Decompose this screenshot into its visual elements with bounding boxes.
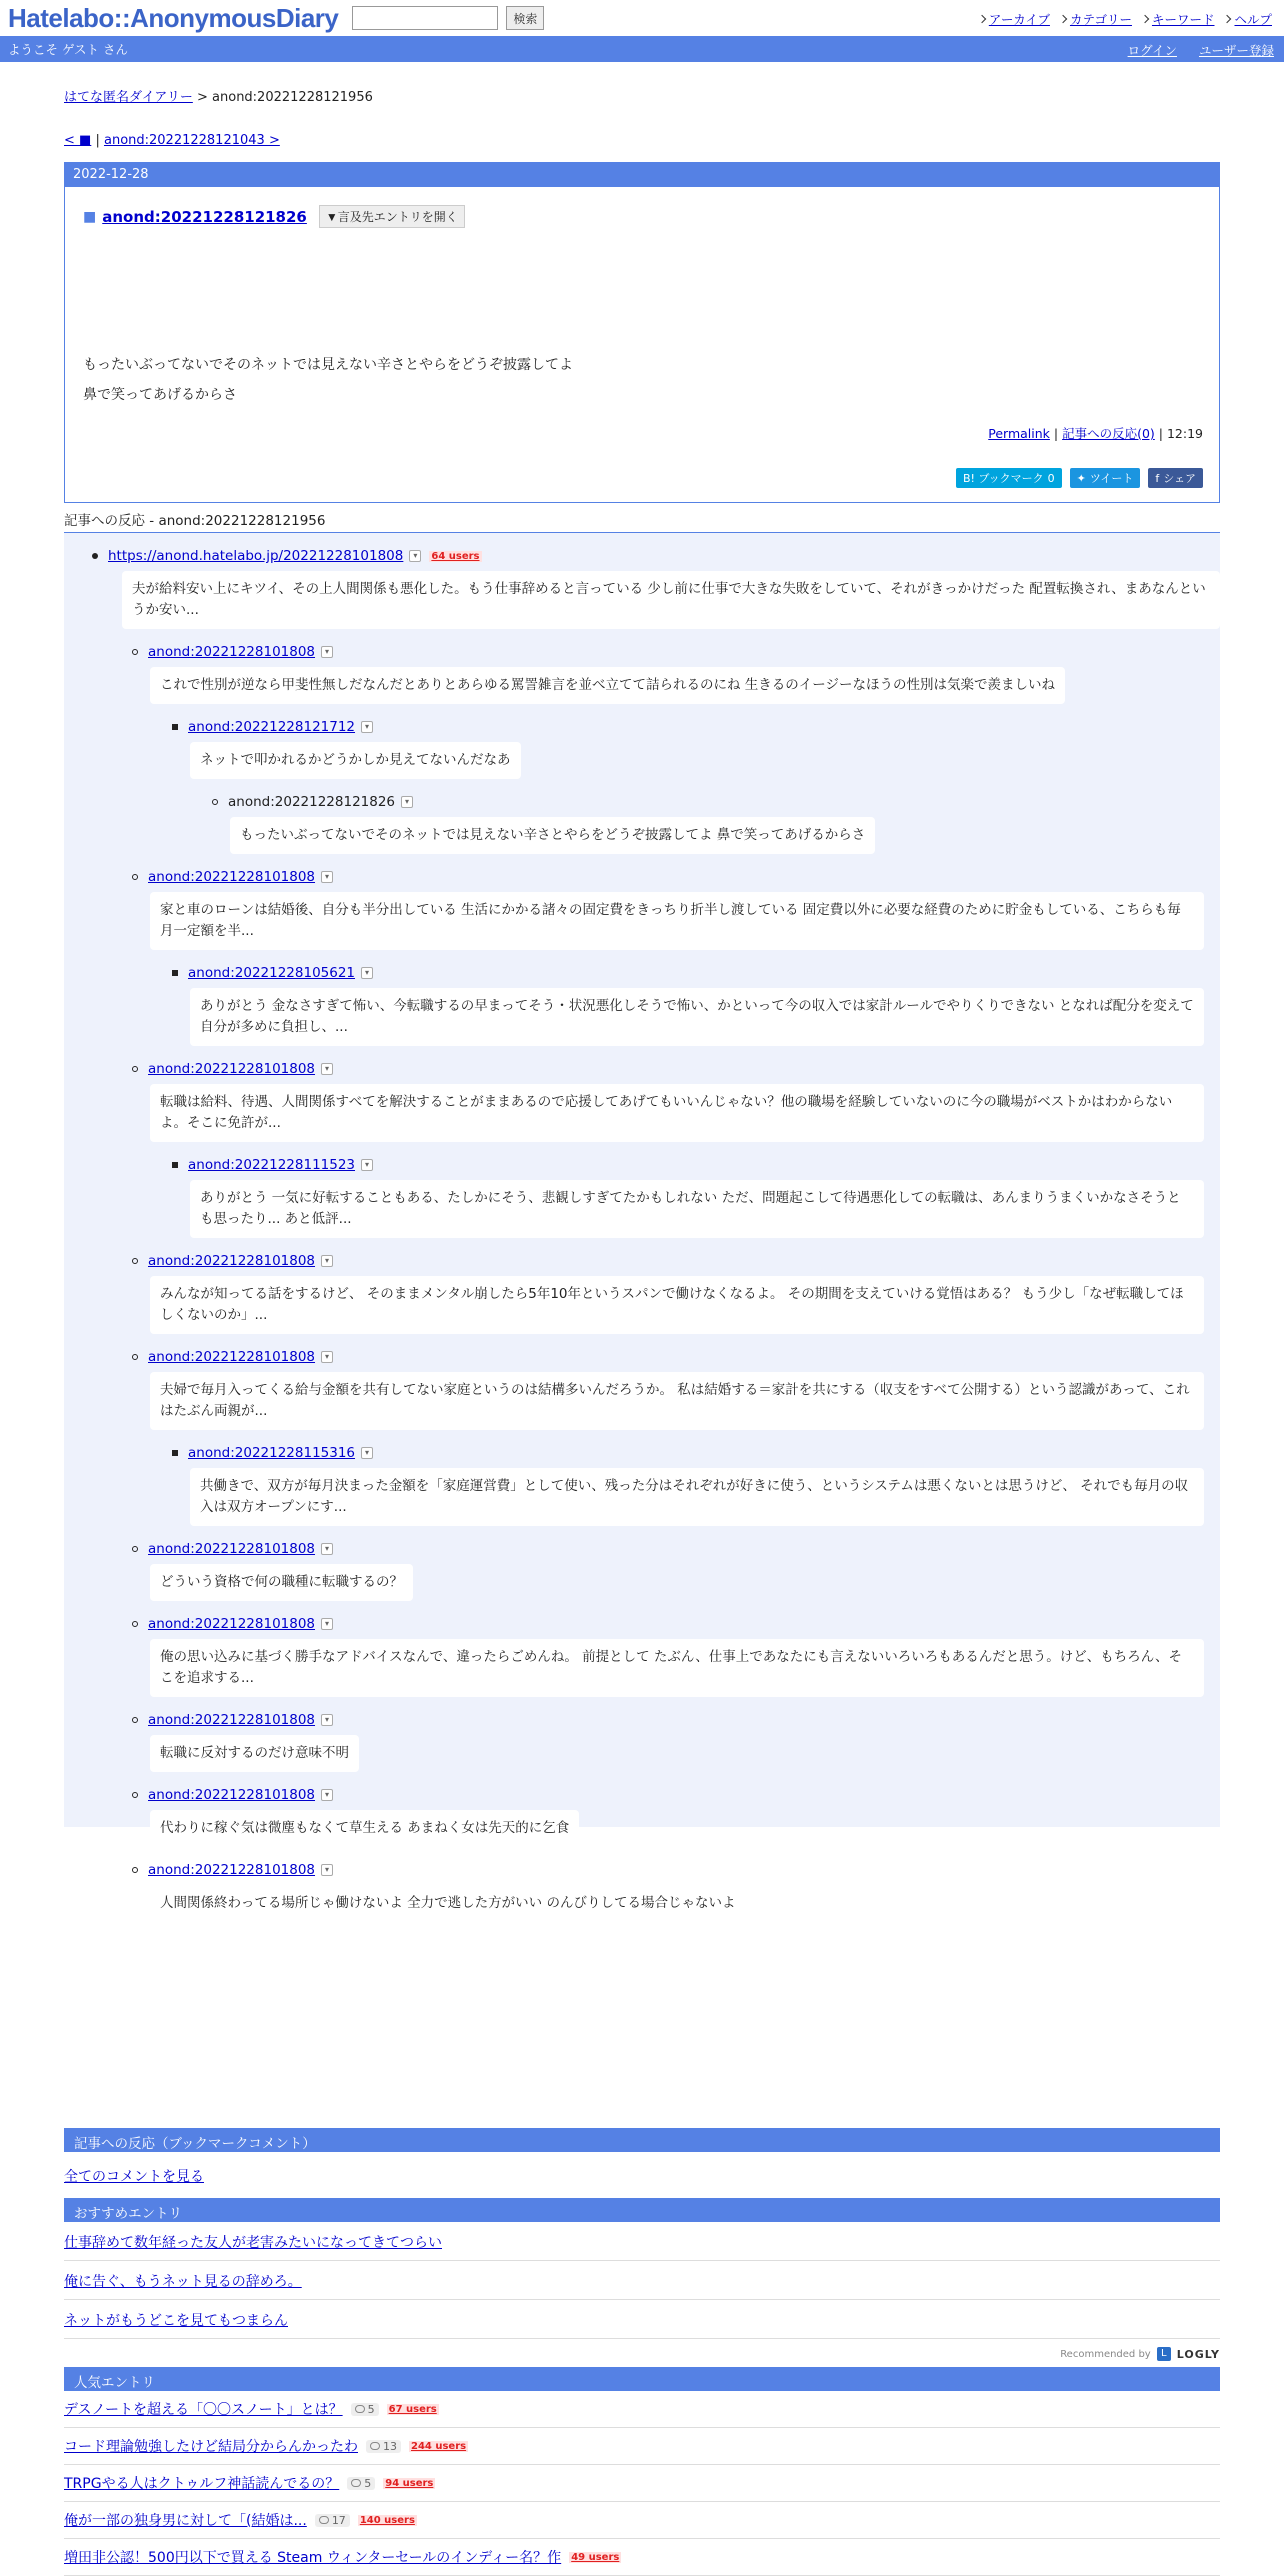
bullet-circle-icon xyxy=(132,874,138,880)
bullet-square-icon xyxy=(172,724,178,730)
users-badge[interactable]: 94 users xyxy=(385,2477,434,2489)
hatebu-button[interactable] xyxy=(956,468,1062,488)
reaction-item xyxy=(132,1538,1206,1613)
reaction-body: 夫が給料安い上にキツイ、その上人間関係も悪化した。もう仕事辞めると言っている 少し前に仕事で大きな失敗をしていて、それがきっかけだった 配置転換され、まあなんというか安い... xyxy=(122,571,1220,629)
popular-entry xyxy=(64,2391,1220,2428)
reaction-item xyxy=(132,1250,1206,1346)
facebook-share-button[interactable] xyxy=(1148,468,1203,488)
reaction-body: もったいぶってないでそのネットでは見えない辛さとやらをどうぞ披露してよ 鼻で笑ってあげるからさ xyxy=(230,817,875,854)
users-badge[interactable]: 49 users xyxy=(571,2551,620,2563)
day-section xyxy=(64,162,1220,503)
reaction-link[interactable]: anond:20221228101808 xyxy=(148,1541,316,1557)
popular-entry xyxy=(64,2465,1220,2502)
reaction-body: ネットで叩かれるかどうかしか見えてないんだなあ xyxy=(190,742,521,779)
nav-help[interactable]: ヘルプ xyxy=(1224,10,1272,28)
reaction-item xyxy=(132,1784,1206,1859)
logly-logo-icon: L xyxy=(1157,2347,1171,2361)
popular-entry-title[interactable]: 俺が一部の独身男に対して「(結婚は... xyxy=(64,2513,307,2529)
reaction-body: 共働きで、双方が毎月決まった金額を「家庭運営費」として使い、残った分はそれぞれが好きに使う、というシステムは悪くないとは思うけど、 それでも毎月の収入は双方オープンにす... xyxy=(190,1468,1204,1526)
entry-square-icon: ■ xyxy=(83,208,97,225)
reaction-link[interactable]: anond:20221228111523 xyxy=(188,1157,356,1173)
comment-count-value: 17 xyxy=(331,2513,346,2527)
reaction-link[interactable]: anond:20221228101808 xyxy=(148,1787,316,1803)
entry-body xyxy=(83,350,1203,410)
toggle-icon[interactable]: ▾ xyxy=(361,967,373,979)
recommended-by-label: Recommended by xyxy=(1060,2348,1151,2360)
bullet-circle-icon xyxy=(132,1066,138,1072)
toggle-icon[interactable]: ▾ xyxy=(361,1159,373,1171)
toggle-icon[interactable]: ▾ xyxy=(321,1543,333,1555)
reaction-body: 家と車のローンは結婚後、自分も半分出している 生活にかかる諸々の固定費をきっちり折半し渡している 固定費以外に必要な経費のために貯金もしている、こちらも毎月一定額を半... xyxy=(150,892,1204,950)
reactions-header: 記事への反応 - anond:20221228121956 xyxy=(64,509,1220,533)
recommended-entry[interactable]: 俺に告ぐ、もうネット見るの辞めろ。 xyxy=(64,2274,302,2290)
reaction-item xyxy=(132,1613,1206,1709)
bullet-square-icon xyxy=(172,970,178,976)
bullet-circle-icon xyxy=(132,649,138,655)
users-badge[interactable]: 140 users xyxy=(359,2514,415,2526)
reaction-item xyxy=(132,1859,1206,1934)
reaction-item xyxy=(132,641,1206,716)
popular-entry xyxy=(64,2428,1220,2465)
reaction-item xyxy=(172,716,1206,791)
reaction-body: 代わりに稼ぐ気は微塵もなくて草生える あまねく女は先天的に乞食 xyxy=(150,1810,579,1847)
reaction-link[interactable]: anond:20221228101808 xyxy=(148,869,316,885)
toggle-icon[interactable]: ▾ xyxy=(361,721,373,733)
popular-list xyxy=(64,2391,1220,2576)
reaction-body: 転職は給料、待遇、人間関係すべてを解決することがままあるので応援してあげてもいいんじゃない？他の職場を経験していないのに今の職場がベストかはわからないよ。そこに免許が... xyxy=(150,1084,1204,1142)
toggle-icon[interactable]: ▾ xyxy=(321,871,333,883)
reaction-link[interactable]: anond:20221228101808 xyxy=(148,1616,316,1632)
toggle-icon[interactable]: ▾ xyxy=(321,1864,333,1876)
reaction-link[interactable]: anond:20221228115316 xyxy=(188,1445,356,1461)
comment-bubble-icon xyxy=(351,2479,361,2487)
comment-count[interactable] xyxy=(347,2477,375,2490)
popular-entry-title[interactable]: コード理論勉強したけど結局分からんかったわ xyxy=(64,2439,358,2455)
reaction-item xyxy=(92,545,1206,641)
reaction-body: 夫婦で毎月入ってくる給与金額を共有してない家庭というのは結構多いんだろうか。 私は結婚する＝家計を共にする（収支をすべて公開する）という認識があって、これはたぶん両親が... xyxy=(150,1372,1204,1430)
bullet-circle-icon xyxy=(132,1546,138,1552)
reaction-link[interactable]: anond:20221228101808 xyxy=(148,1712,316,1728)
comment-count-value: 5 xyxy=(364,2476,372,2490)
tweet-button[interactable] xyxy=(1070,468,1141,488)
pager-separator: | xyxy=(95,133,100,148)
reactions-link[interactable]: 記事への反応(0) xyxy=(1062,426,1155,441)
entry-line: もったいぶってないでそのネットでは見えない辛さとやらをどうぞ披露してよ xyxy=(83,357,573,373)
reaction-body: ありがとう 金なさすぎて怖い、今転職するの早まってそう・状況悪化しそうで怖い、かといって今の収入では家計ルールでやりくりできない となれば配分を変えて自分が多めに負担し、... xyxy=(190,988,1204,1046)
bullet-circle-icon xyxy=(132,1717,138,1723)
toggle-icon[interactable]: ▾ xyxy=(321,1714,333,1726)
reaction-link[interactable]: anond:20221228105621 xyxy=(188,965,356,981)
reaction-body: どういう資格で何の職種に転職するの？ xyxy=(150,1564,413,1601)
entry-line: 鼻で笑ってあげるからさ xyxy=(83,387,237,403)
users-badge[interactable]: 67 users xyxy=(388,2403,437,2415)
bullet-circle-icon xyxy=(132,1792,138,1798)
hatebu-label: B! ブックマーク xyxy=(962,472,1044,485)
next-link[interactable]: anond:20221228121043 > xyxy=(103,133,280,148)
breadcrumb xyxy=(64,86,1220,105)
bullet-disc-icon xyxy=(92,553,98,559)
reaction-item-current xyxy=(212,791,1206,866)
comment-count[interactable] xyxy=(351,2403,379,2416)
prev-link[interactable]: < ■ xyxy=(64,133,92,148)
comment-bubble-icon xyxy=(355,2405,365,2413)
popular-header: 人気エントリ xyxy=(64,2367,1220,2391)
search-button[interactable]: 検索 xyxy=(506,6,544,30)
reaction-link[interactable]: https://anond.hatelabo.jp/20221228101808 xyxy=(108,548,404,564)
toggle-icon[interactable]: ▾ xyxy=(321,1351,333,1363)
top-nav xyxy=(979,10,1272,28)
bullet-circle-icon xyxy=(132,1621,138,1627)
toggle-icon[interactable]: ▾ xyxy=(321,1789,333,1801)
pager xyxy=(64,133,1220,148)
reaction-link[interactable]: anond:20221228101808 xyxy=(148,1349,316,1365)
facebook-icon: f xyxy=(1155,471,1160,485)
reaction-item xyxy=(132,866,1206,962)
users-badge[interactable]: 64 users xyxy=(431,550,480,562)
reaction-link[interactable]: anond:20221228101808 xyxy=(148,1253,316,1269)
fb-label: シェア xyxy=(1163,472,1196,485)
recommended-by xyxy=(64,2347,1220,2361)
bullet-square-icon xyxy=(172,1450,178,1456)
bullet-circle-icon xyxy=(132,1258,138,1264)
expand-referenced-button[interactable]: ▼言及先エントリを開く xyxy=(319,205,465,228)
twitter-icon: ✦ xyxy=(1076,471,1086,485)
recommended-list xyxy=(64,2222,1220,2339)
popular-entry xyxy=(64,2502,1220,2539)
reaction-link[interactable]: anond:20221228101808 xyxy=(148,1862,316,1878)
comment-count-value: 5 xyxy=(367,2402,375,2416)
breadcrumb-separator: > xyxy=(196,90,208,105)
search-input[interactable] xyxy=(352,6,498,30)
share-row xyxy=(83,468,1203,488)
permalink[interactable]: Permalink xyxy=(988,426,1050,441)
reaction-item xyxy=(132,1709,1206,1784)
comment-bubble-icon xyxy=(370,2442,380,2450)
reaction-current-label: anond:20221228121826 xyxy=(228,794,396,810)
reaction-body: 俺の思い込みに基づく勝手なアドバイスなんで、違ったらごめんね。 前提として たぶん、仕事上であなたにも言えないいろいろもあるんだと思う。けど、もちろん、そこを追求する... xyxy=(150,1639,1204,1697)
comment-count-value: 13 xyxy=(383,2439,397,2453)
toggle-icon[interactable]: ▾ xyxy=(409,550,421,562)
nav-archive[interactable]: アーカイブ xyxy=(979,10,1050,28)
recommended-entry[interactable]: 仕事辞めて数年経った友人が老害みたいになってきてつらい xyxy=(64,2235,442,2251)
signup-link[interactable]: ユーザー登録 xyxy=(1198,43,1274,58)
recommended-header: おすすめエントリ xyxy=(64,2198,1220,2222)
toggle-icon[interactable]: ▾ xyxy=(361,1447,373,1459)
reaction-item xyxy=(132,1058,1206,1154)
reaction-body: 転職に反対するのだけ意味不明 xyxy=(150,1735,359,1772)
reaction-body: 人間関係終わってる場所じゃ働けないよ 全力で逃した方がいい のんびりしてる場合じゃないよ xyxy=(150,1885,745,1922)
reaction-item xyxy=(172,1154,1206,1250)
bookmark-comments-header: 記事への反応（ブックマークコメント） xyxy=(64,2128,1220,2152)
reaction-link[interactable]: anond:20221228101808 xyxy=(148,644,316,660)
reaction-item xyxy=(172,1442,1206,1538)
entry-title[interactable]: anond:20221228121826 xyxy=(102,207,307,226)
top-bar xyxy=(0,0,1284,36)
comment-count[interactable] xyxy=(366,2440,401,2453)
hatebu-count: 0 xyxy=(1047,471,1055,485)
popular-entry-title[interactable]: TRPGやる人はクトゥルフ神話読んでるの？ xyxy=(64,2476,340,2492)
tweet-label: ツイート xyxy=(1089,472,1134,485)
popular-entry xyxy=(64,2539,1220,2576)
entry-footer: Permalink | 記事への反応(0) | 12:19 xyxy=(988,426,1203,441)
reaction-link[interactable]: anond:20221228101808 xyxy=(148,1061,316,1077)
popular-entry-title[interactable]: デスノートを超える「〇〇スノート」とは？ xyxy=(64,2402,343,2418)
popular-entry-title[interactable]: 増田非公認！500円以下で買える Steam ウィンターセールのインディー名？作 xyxy=(64,2550,562,2566)
entry-time: 12:19 xyxy=(1166,426,1203,441)
bullet-circle-icon xyxy=(132,1867,138,1873)
all-comments-link[interactable]: 全てのコメントを見る xyxy=(64,2169,204,2185)
logly-logo[interactable]: LOGLY xyxy=(1176,2347,1220,2361)
reaction-item xyxy=(172,962,1206,1058)
recommended-entry[interactable]: ネットがもうどこを見てもつまらん xyxy=(64,2313,288,2329)
login-link[interactable]: ログイン xyxy=(1127,43,1177,58)
reaction-body: これで性別が逆なら甲斐性無しだなんだとありとあらゆる罵詈雑言を並べ立てて詰られるのにね 生きるのイージーなほうの性別は気楽で羨ましいね xyxy=(150,667,1065,704)
toggle-icon[interactable]: ▾ xyxy=(321,1255,333,1267)
toggle-icon[interactable]: ▾ xyxy=(321,646,333,658)
toggle-icon[interactable]: ▾ xyxy=(401,796,413,808)
bullet-circle-icon xyxy=(132,1354,138,1360)
reaction-link[interactable]: anond:20221228121712 xyxy=(188,719,356,735)
welcome-text: ようこそ ゲスト さん xyxy=(8,42,128,57)
toggle-icon[interactable]: ▾ xyxy=(321,1618,333,1630)
reaction-body: ありがとう 一気に好転することもある、たしかにそう、悲観しすぎてたかもしれない ただ、問題起こして待遇悪化しての転職は、あんまりうまくいかなさそうとも思ったり... あと低評... xyxy=(190,1180,1204,1238)
comment-bubble-icon xyxy=(319,2516,329,2524)
reaction-body: みんなが知ってる話をするけど、 そのままメンタル崩したら5年10年というスパンで働けなくなるよ。 その期間を支えていける覚悟はある？ もう少し「なぜ転職してほしくないのか」... xyxy=(150,1276,1204,1334)
reaction-item xyxy=(132,1346,1206,1442)
bottom-sections xyxy=(64,2128,1220,2576)
site-logo[interactable]: Hatelabo::AnonymousDiary xyxy=(8,2,339,33)
nav-keyword[interactable]: キーワード xyxy=(1142,10,1215,28)
day-date: 2022-12-28 xyxy=(65,163,1219,187)
bullet-square-icon xyxy=(172,1162,178,1168)
nav-category[interactable]: カテゴリー xyxy=(1060,10,1132,28)
reactions-tree xyxy=(64,533,1220,1911)
users-badge[interactable]: 244 users xyxy=(411,2440,467,2452)
breadcrumb-root[interactable]: はてな匿名ダイアリー xyxy=(64,90,193,105)
toggle-icon[interactable]: ▾ xyxy=(321,1063,333,1075)
comment-count[interactable] xyxy=(315,2514,350,2527)
welcome-bar xyxy=(0,36,1284,62)
bullet-circle-icon xyxy=(212,799,218,805)
breadcrumb-current: anond:20221228121956 xyxy=(212,90,373,105)
